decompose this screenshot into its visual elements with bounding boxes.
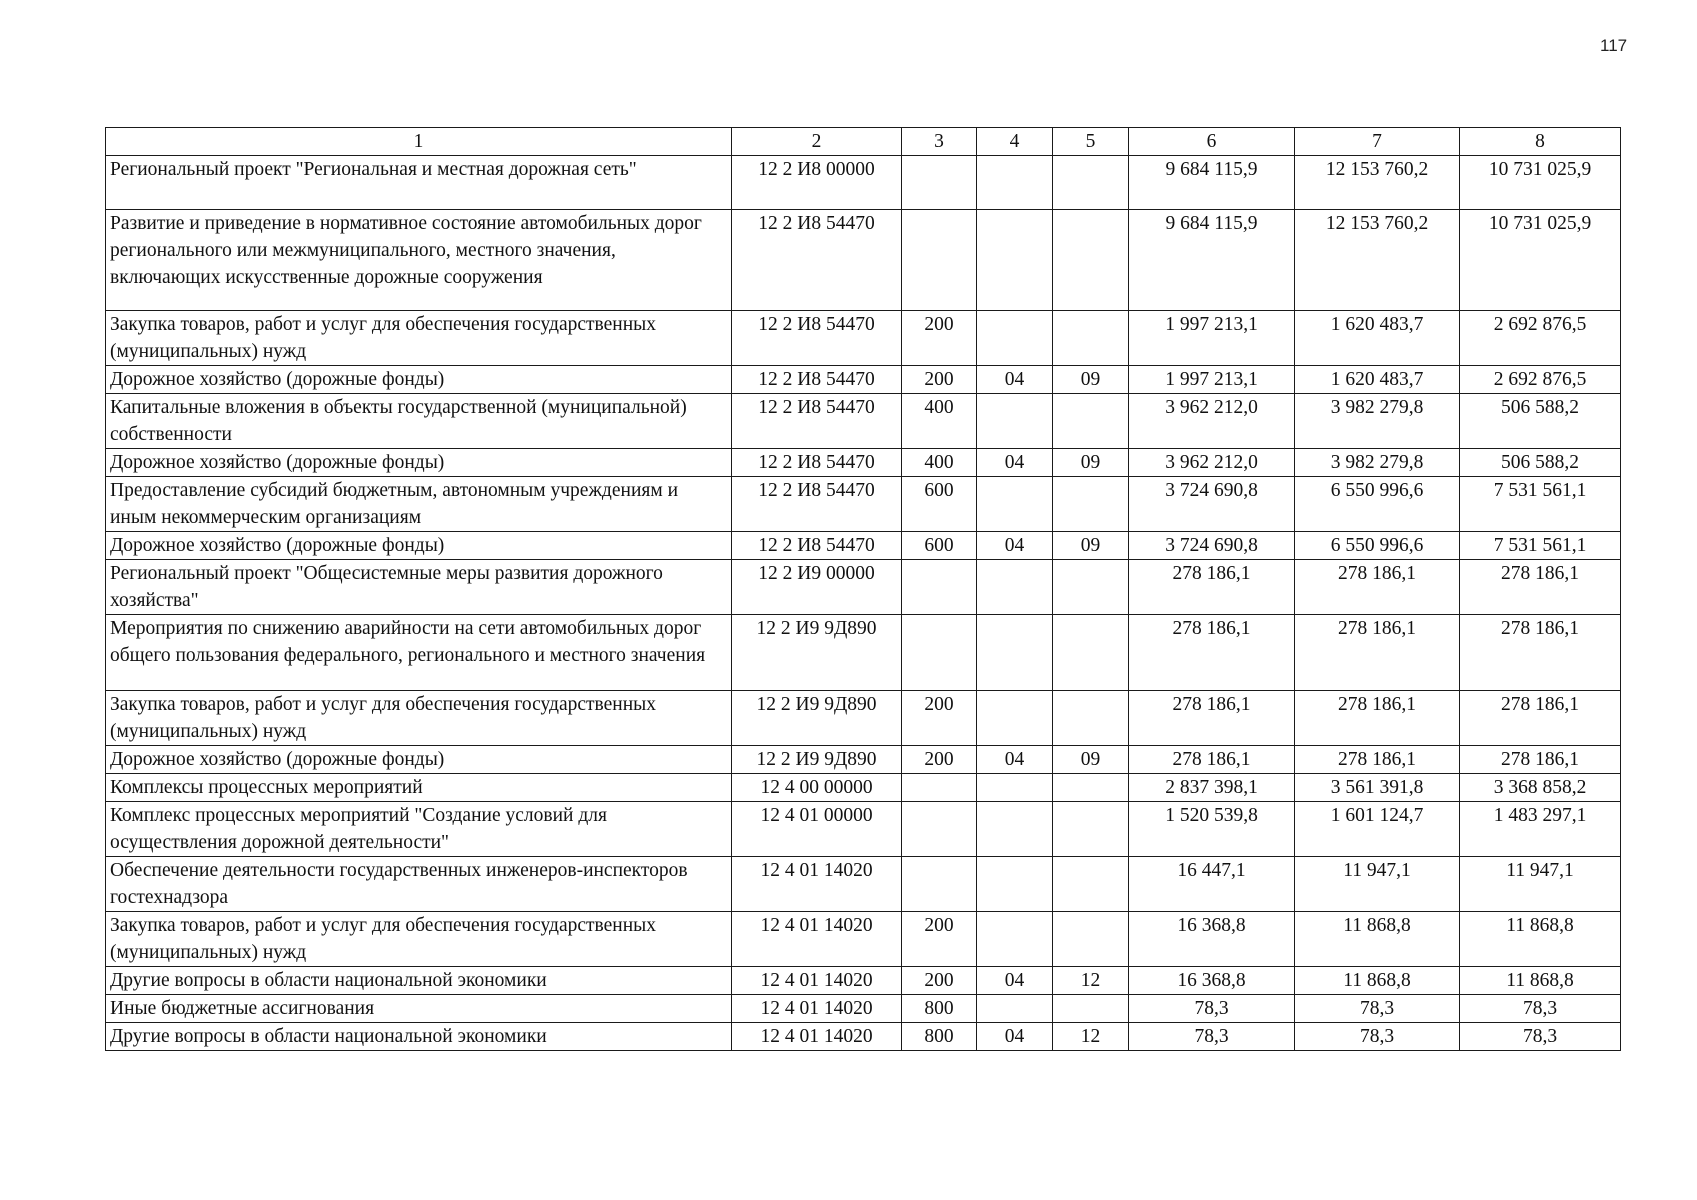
cell-amount-year1: 78,3	[1129, 995, 1295, 1023]
cell-amount-year1: 78,3	[1129, 1023, 1295, 1051]
table-row	[106, 366, 1621, 394]
cell-rz	[977, 311, 1053, 366]
column-header: 1	[106, 128, 732, 156]
cell-amount-year2: 1 601 124,7	[1295, 802, 1460, 857]
cell-vr: 400	[902, 394, 977, 449]
cell-amount-year3: 11 868,8	[1460, 967, 1621, 995]
column-header: 5	[1053, 128, 1129, 156]
cell-rz: 04	[977, 449, 1053, 477]
cell-amount-year1: 1 997 213,1	[1129, 311, 1295, 366]
cell-rz: 04	[977, 532, 1053, 560]
cell-name: Обеспечение деятельности государственных инженеров-инспекторов гостехнадзора	[106, 857, 732, 912]
cell-name: Другие вопросы в области национальной экономики	[106, 967, 732, 995]
cell-name: Региональный проект "Общесистемные меры развития дорожного хозяйства"	[106, 560, 732, 615]
cell-vr	[902, 615, 977, 691]
cell-amount-year2: 78,3	[1295, 995, 1460, 1023]
cell-vr	[902, 560, 977, 615]
cell-rz	[977, 774, 1053, 802]
cell-amount-year1: 278 186,1	[1129, 691, 1295, 746]
cell-rz: 04	[977, 1023, 1053, 1051]
column-header: 4	[977, 128, 1053, 156]
cell-rz	[977, 394, 1053, 449]
cell-pr	[1053, 477, 1129, 532]
table-row	[106, 311, 1621, 366]
cell-code: 12 2 И8 00000	[732, 156, 902, 210]
cell-code: 12 4 01 14020	[732, 857, 902, 912]
cell-amount-year1: 1 997 213,1	[1129, 366, 1295, 394]
cell-amount-year3: 278 186,1	[1460, 691, 1621, 746]
cell-amount-year1: 16 447,1	[1129, 857, 1295, 912]
cell-rz	[977, 156, 1053, 210]
cell-code: 12 4 01 14020	[732, 995, 902, 1023]
table-row	[106, 156, 1621, 210]
cell-code: 12 4 01 14020	[732, 912, 902, 967]
table-row	[106, 691, 1621, 746]
cell-amount-year3: 2 692 876,5	[1460, 311, 1621, 366]
cell-amount-year2: 11 868,8	[1295, 912, 1460, 967]
cell-amount-year1: 16 368,8	[1129, 912, 1295, 967]
cell-rz	[977, 615, 1053, 691]
column-header: 6	[1129, 128, 1295, 156]
table-row	[106, 967, 1621, 995]
cell-amount-year2: 3 982 279,8	[1295, 394, 1460, 449]
cell-vr	[902, 774, 977, 802]
cell-vr	[902, 857, 977, 912]
cell-pr	[1053, 912, 1129, 967]
cell-amount-year1: 3 962 212,0	[1129, 449, 1295, 477]
cell-name: Мероприятия по снижению аварийности на сети автомобильных дорог общего пользования федерального, регионального и местного значения	[106, 615, 732, 691]
column-header: 8	[1460, 128, 1621, 156]
cell-name: Другие вопросы в области национальной экономики	[106, 1023, 732, 1051]
cell-pr: 09	[1053, 532, 1129, 560]
cell-amount-year3: 1 483 297,1	[1460, 802, 1621, 857]
table-header-row	[106, 128, 1621, 156]
cell-amount-year2: 11 947,1	[1295, 857, 1460, 912]
cell-name: Дорожное хозяйство (дорожные фонды)	[106, 366, 732, 394]
cell-amount-year3: 11 868,8	[1460, 912, 1621, 967]
cell-amount-year3: 10 731 025,9	[1460, 156, 1621, 210]
table-row	[106, 802, 1621, 857]
cell-amount-year2: 278 186,1	[1295, 691, 1460, 746]
cell-code: 12 2 И9 9Д890	[732, 746, 902, 774]
cell-pr: 12	[1053, 1023, 1129, 1051]
cell-amount-year2: 278 186,1	[1295, 615, 1460, 691]
cell-amount-year2: 278 186,1	[1295, 560, 1460, 615]
cell-vr: 200	[902, 366, 977, 394]
cell-vr	[902, 802, 977, 857]
cell-pr	[1053, 394, 1129, 449]
table-row	[106, 746, 1621, 774]
table-row	[106, 912, 1621, 967]
cell-vr: 800	[902, 995, 977, 1023]
cell-rz	[977, 210, 1053, 311]
cell-code: 12 4 01 14020	[732, 1023, 902, 1051]
cell-pr	[1053, 560, 1129, 615]
cell-rz: 04	[977, 746, 1053, 774]
cell-vr: 200	[902, 746, 977, 774]
cell-code: 12 4 01 14020	[732, 967, 902, 995]
cell-pr	[1053, 210, 1129, 311]
cell-vr	[902, 156, 977, 210]
cell-amount-year3: 78,3	[1460, 1023, 1621, 1051]
cell-amount-year2: 78,3	[1295, 1023, 1460, 1051]
cell-code: 12 2 И9 9Д890	[732, 615, 902, 691]
cell-amount-year1: 9 684 115,9	[1129, 156, 1295, 210]
table-row	[106, 615, 1621, 691]
cell-code: 12 2 И8 54470	[732, 210, 902, 311]
cell-code: 12 2 И9 9Д890	[732, 691, 902, 746]
cell-name: Предоставление субсидий бюджетным, автономным учреждениям и иным некоммерческим организациям	[106, 477, 732, 532]
cell-amount-year2: 3 982 279,8	[1295, 449, 1460, 477]
table-row	[106, 394, 1621, 449]
cell-amount-year1: 16 368,8	[1129, 967, 1295, 995]
cell-code: 12 4 00 00000	[732, 774, 902, 802]
cell-amount-year2: 1 620 483,7	[1295, 366, 1460, 394]
cell-amount-year3: 278 186,1	[1460, 560, 1621, 615]
cell-amount-year3: 11 947,1	[1460, 857, 1621, 912]
cell-vr: 600	[902, 532, 977, 560]
table-row	[106, 449, 1621, 477]
cell-amount-year1: 278 186,1	[1129, 615, 1295, 691]
cell-vr: 200	[902, 311, 977, 366]
cell-pr	[1053, 691, 1129, 746]
column-header: 3	[902, 128, 977, 156]
cell-amount-year1: 278 186,1	[1129, 746, 1295, 774]
cell-amount-year3: 278 186,1	[1460, 746, 1621, 774]
cell-rz: 04	[977, 967, 1053, 995]
cell-vr: 200	[902, 691, 977, 746]
cell-pr	[1053, 857, 1129, 912]
cell-amount-year2: 6 550 996,6	[1295, 477, 1460, 532]
cell-rz	[977, 560, 1053, 615]
cell-amount-year3: 3 368 858,2	[1460, 774, 1621, 802]
cell-amount-year3: 7 531 561,1	[1460, 532, 1621, 560]
cell-name: Региональный проект "Региональная и местная дорожная сеть"	[106, 156, 732, 210]
cell-amount-year2: 12 153 760,2	[1295, 210, 1460, 311]
cell-amount-year2: 6 550 996,6	[1295, 532, 1460, 560]
cell-rz	[977, 912, 1053, 967]
cell-amount-year1: 3 962 212,0	[1129, 394, 1295, 449]
cell-amount-year3: 506 588,2	[1460, 449, 1621, 477]
cell-name: Закупка товаров, работ и услуг для обеспечения государственных (муниципальных) нужд	[106, 311, 732, 366]
cell-amount-year2: 1 620 483,7	[1295, 311, 1460, 366]
cell-vr	[902, 210, 977, 311]
cell-code: 12 2 И8 54470	[732, 394, 902, 449]
cell-rz	[977, 802, 1053, 857]
cell-amount-year3: 78,3	[1460, 995, 1621, 1023]
table-row	[106, 532, 1621, 560]
table-row	[106, 995, 1621, 1023]
column-header: 2	[732, 128, 902, 156]
cell-amount-year3: 278 186,1	[1460, 615, 1621, 691]
cell-pr	[1053, 156, 1129, 210]
cell-amount-year2: 11 868,8	[1295, 967, 1460, 995]
cell-name: Комплекс процессных мероприятий "Создание условий для осуществления дорожной деятельности"	[106, 802, 732, 857]
cell-rz	[977, 995, 1053, 1023]
table-row	[106, 774, 1621, 802]
cell-code: 12 2 И8 54470	[732, 532, 902, 560]
cell-name: Закупка товаров, работ и услуг для обеспечения государственных (муниципальных) нужд	[106, 912, 732, 967]
cell-name: Дорожное хозяйство (дорожные фонды)	[106, 746, 732, 774]
cell-vr: 600	[902, 477, 977, 532]
cell-name: Развитие и приведение в нормативное состояние автомобильных дорог регионального или межмуниципального, местного значения, включающих искусственные дорожные сооружения	[106, 210, 732, 311]
cell-rz: 04	[977, 366, 1053, 394]
cell-pr	[1053, 995, 1129, 1023]
cell-rz	[977, 691, 1053, 746]
cell-amount-year3: 7 531 561,1	[1460, 477, 1621, 532]
cell-amount-year1: 3 724 690,8	[1129, 532, 1295, 560]
cell-pr: 12	[1053, 967, 1129, 995]
cell-pr	[1053, 774, 1129, 802]
cell-rz	[977, 477, 1053, 532]
cell-pr: 09	[1053, 449, 1129, 477]
cell-vr: 200	[902, 967, 977, 995]
cell-amount-year2: 3 561 391,8	[1295, 774, 1460, 802]
cell-amount-year2: 278 186,1	[1295, 746, 1460, 774]
cell-amount-year1: 9 684 115,9	[1129, 210, 1295, 311]
table-row	[106, 477, 1621, 532]
cell-code: 12 2 И8 54470	[732, 366, 902, 394]
budget-table	[105, 127, 1621, 1051]
column-header: 7	[1295, 128, 1460, 156]
cell-amount-year1: 278 186,1	[1129, 560, 1295, 615]
cell-pr: 09	[1053, 746, 1129, 774]
table-row	[106, 1023, 1621, 1051]
cell-code: 12 4 01 00000	[732, 802, 902, 857]
cell-code: 12 2 И9 00000	[732, 560, 902, 615]
cell-name: Комплексы процессных мероприятий	[106, 774, 732, 802]
cell-amount-year1: 2 837 398,1	[1129, 774, 1295, 802]
table-row	[106, 560, 1621, 615]
cell-name: Капитальные вложения в объекты государственной (муниципальной) собственности	[106, 394, 732, 449]
cell-amount-year2: 12 153 760,2	[1295, 156, 1460, 210]
cell-pr: 09	[1053, 366, 1129, 394]
page-number: 117	[1600, 36, 1628, 55]
cell-amount-year1: 1 520 539,8	[1129, 802, 1295, 857]
cell-pr	[1053, 802, 1129, 857]
cell-code: 12 2 И8 54470	[732, 449, 902, 477]
cell-name: Дорожное хозяйство (дорожные фонды)	[106, 532, 732, 560]
cell-amount-year1: 3 724 690,8	[1129, 477, 1295, 532]
cell-code: 12 2 И8 54470	[732, 477, 902, 532]
cell-vr: 400	[902, 449, 977, 477]
cell-vr: 200	[902, 912, 977, 967]
cell-vr: 800	[902, 1023, 977, 1051]
table-row	[106, 210, 1621, 311]
cell-pr	[1053, 311, 1129, 366]
cell-name: Закупка товаров, работ и услуг для обеспечения государственных (муниципальных) нужд	[106, 691, 732, 746]
cell-rz	[977, 857, 1053, 912]
cell-name: Дорожное хозяйство (дорожные фонды)	[106, 449, 732, 477]
cell-amount-year3: 10 731 025,9	[1460, 210, 1621, 311]
cell-amount-year3: 506 588,2	[1460, 394, 1621, 449]
table-body	[106, 156, 1621, 1051]
cell-code: 12 2 И8 54470	[732, 311, 902, 366]
cell-name: Иные бюджетные ассигнования	[106, 995, 732, 1023]
table-row	[106, 857, 1621, 912]
cell-pr	[1053, 615, 1129, 691]
cell-amount-year3: 2 692 876,5	[1460, 366, 1621, 394]
